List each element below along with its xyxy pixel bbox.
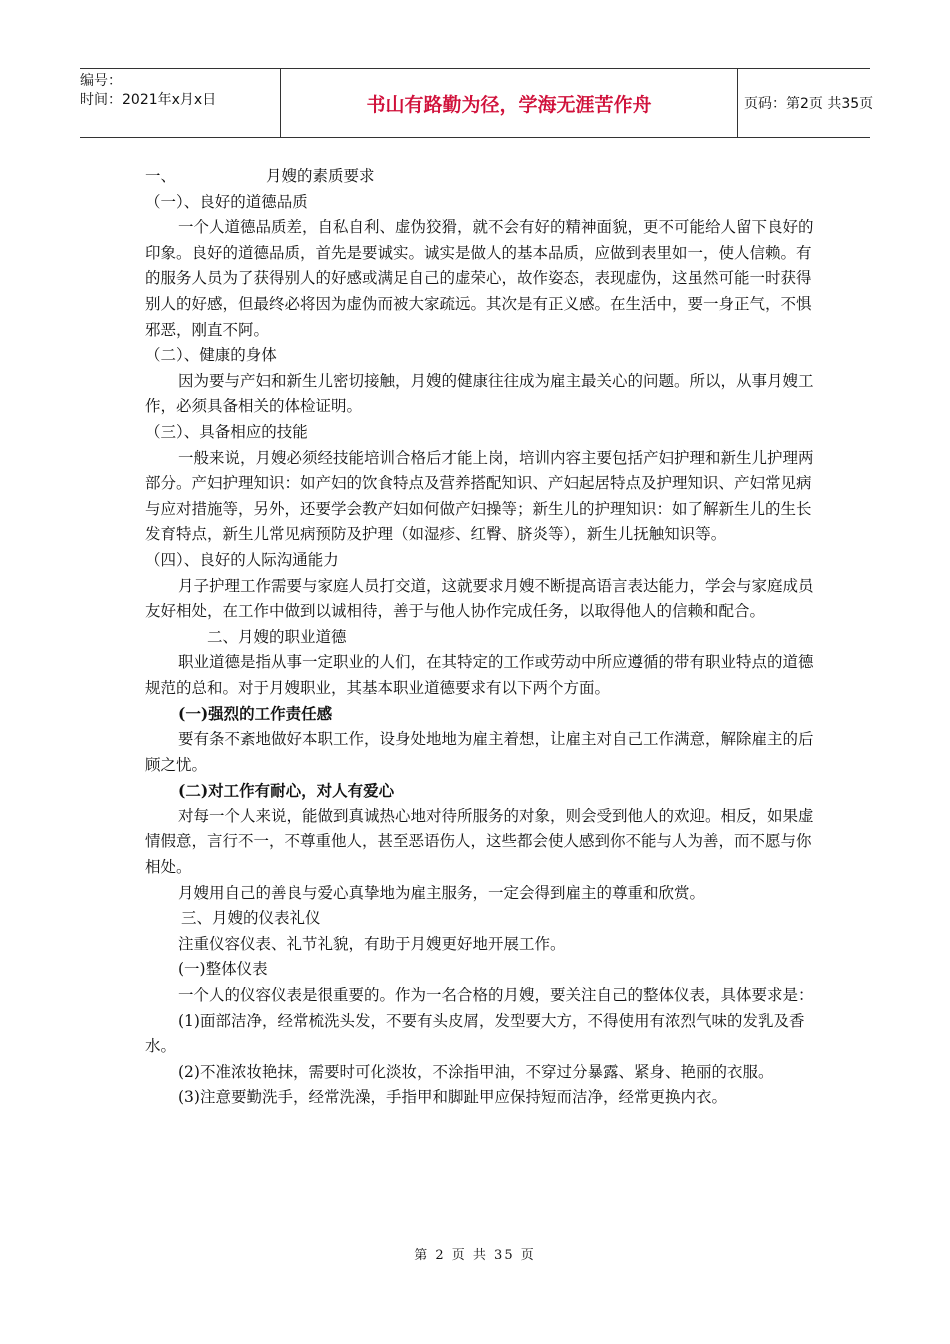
section-1-1-paragraph: 一个人道德品质差，自私自利、虚伪狡猾，就不会有好的精神面貌，更不可能给人留下良好的印象。良好的道德品质，首先是要诚实。诚实是做人的基本品质，应做到表里如一，使人信赖。有的服务人员为了获得别人的好感或满足自己的虚荣心，故作姿态，表现虚伪，这虽然可能一时获得别人的好感，但最终必将因为虚伪而被大家疏远。其次是有正义感。在生活中，要一身正气，不惧邪恶，刚直不阿。 [145,218,814,339]
section-1-4-title: （四）、良好的人际沟通能力 [145,550,339,569]
section-3-1-paragraph: 一个人的仪容仪表是很重要的。作为一名合格的月嫂，要关注自己的整体仪表，具体要求是： [178,986,814,1004]
section-2-1-title: (一)强烈的工作责任感 [178,704,333,724]
number-label: 编号： [80,73,122,89]
list-item: (2)不准浓妆艳抹，需要时可化淡妆，不涂指甲油，不穿过分暴露、紧身、艳丽的衣服。 [178,1062,774,1081]
section-1-4-paragraph: 月子护理工作需要与家庭人员打交道，这就要求月嫂不断提高语言表达能力，学会与家庭成员友好相处，在工作中做到以诚相待，善于与他人协作完成任务，以取得他人的信赖和配合。 [145,576,814,621]
section-3-title: 三、月嫂的仪表礼仪 [181,909,321,928]
section-1-1-title: （一）、良好的道德品质 [145,192,308,211]
section-1-2-paragraph: 因为要与产妇和新生儿密切接触，月嫂的健康往往成为雇主最关心的问题。所以，从事月嫂工作，必须具备相关的体检证明。 [145,371,814,416]
section-2-2-paragraph-1: 对每一个人来说，能做到真诚热心地对待所服务的对象，则会受到他人的欢迎。相反，如果虚情假意，言行不一，不尊重他人，甚至恶语伤人，这些都会使人感到你不能与人为善，而不愿与你相处。 [145,806,814,877]
header-page-label: 页码：第2页 共35页 [744,96,874,112]
section-1-title: 一、 月嫂的素质要求 [145,167,375,185]
section-2-2-paragraph-2: 月嫂用自己的善良与爱心真挚地为雇主服务，一定会得到雇主的尊重和欣赏。 [178,883,706,902]
section-1-3-title: （三）、具备相应的技能 [145,422,308,441]
time-label: 时间：2021年x月x日 [80,92,217,108]
page-header [80,68,874,138]
section-2-title: 二、月嫂的职业道德 [207,627,347,646]
page-footer: 第 2 页 共 35 页 [414,1248,536,1263]
section-2-1-paragraph: 要有条不紊地做好本职工作，设身处地地为雇主着想，让雇主对自己工作满意，解除雇主的后顾之忧。 [145,730,814,774]
header-meta [80,69,280,140]
header-motto: 书山有路勤为径，学海无涯苦作舟 [280,69,738,137]
section-2-2-title: (二)对工作有耐心，对人有爱心 [178,781,395,801]
list-item: (1)面部洁净，经常梳洗头发，不要有头皮屑，发型要大方，不得使用有浓烈气味的发乳及香水。 [145,1011,805,1056]
section-1-3-paragraph: 一般来说，月嫂必须经技能培训合格后才能上岗，培训内容主要包括产妇护理和新生儿护理两部分。产妇护理知识：如产妇的饮食特点及营养搭配知识、产妇起居特点及护理知识、产妇常见病与应对措施等，另外，还要学会教产妇如何做产妇操等；新生儿的护理知识：如了解新生儿的生长发育特点，新生儿常见病预防及护理（如湿疹、红臀、脐炎等），新生儿抚触知识等。 [145,448,814,544]
document-body [145,164,815,1111]
section-3-1-title: (一)整体仪表 [178,960,268,979]
section-3-paragraph: 注重仪容仪表、礼节礼貌，有助于月嫂更好地开展工作。 [178,934,566,953]
section-1-2-title: （二）、健康的身体 [145,346,277,365]
list-item: (3)注意要勤洗手，经常洗澡，手指甲和脚趾甲应保持短而洁净，经常更换内衣。 [178,1088,727,1107]
section-2-paragraph: 职业道德是指从事一定职业的人们，在其特定的工作或劳动中所应遵循的带有职业特点的道德规范的总和。对于月嫂职业，其基本职业道德要求有以下两个方面。 [145,653,814,697]
